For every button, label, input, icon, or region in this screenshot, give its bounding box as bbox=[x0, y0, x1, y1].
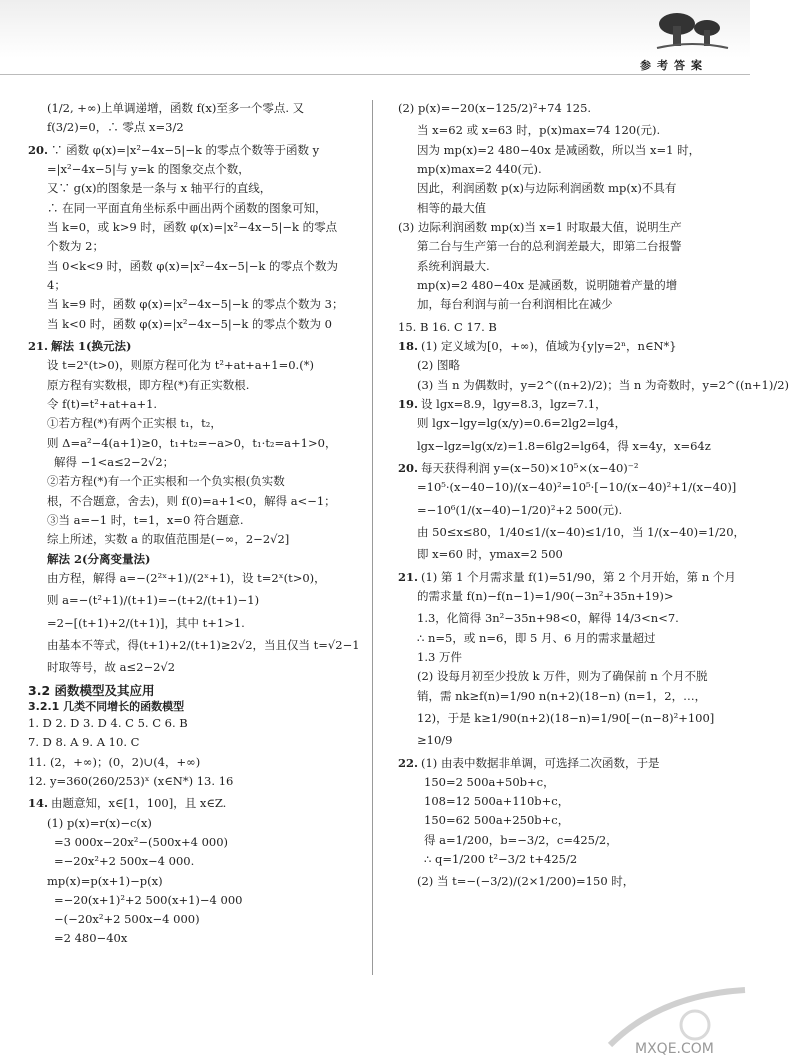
answer-line bbox=[398, 296, 728, 312]
top-decorative-band bbox=[0, 0, 750, 58]
answer-line bbox=[398, 649, 728, 665]
answer-line bbox=[398, 588, 728, 604]
answer-text: 由基本不等式，得(t+1)+2/(t+1)≥2√2，当且仅当 t=√2−1 bbox=[47, 637, 360, 652]
answer-text: ∵ 函数 φ(x)=|x²−4x−5|−k 的零点个数等于函数 y bbox=[51, 142, 320, 157]
answer-text: 当 k=9 时，函数 φ(x)=|x²−4x−5|−k 的零点个数为 3； bbox=[47, 297, 344, 312]
answer-line bbox=[28, 238, 362, 254]
answer-line bbox=[398, 219, 728, 235]
answer-line bbox=[398, 415, 728, 431]
answer-line bbox=[28, 473, 362, 489]
answer-text: =10⁵·(x−40−10)/(x−40)²=10⁵·[−10/(x−40)²+1/(x−40)] bbox=[417, 480, 737, 495]
answer-text: 当 k=0，或 k>9 时，函数 φ(x)=|x²−4x−5|−k 的零点 bbox=[47, 219, 338, 234]
answer-line bbox=[398, 180, 728, 196]
answer-text: 因为 mp(x)=2 480−40x 是减函数，所以当 x=1 时， bbox=[417, 142, 701, 157]
answer-text: 设 lgx=8.9，lgy=8.3，lgz=7.1， bbox=[421, 396, 607, 411]
answer-text: 原方程有实数根，即方程(*)有正实数根. bbox=[47, 377, 250, 392]
answer-text: 12)，于是 k≥1/90(n+2)(18−n)=1/90[−(n−8)²+100] bbox=[417, 710, 715, 725]
answer-text: 4； bbox=[47, 277, 66, 292]
answer-text: 由题意知，x∈[1，100]，且 x∈Z. bbox=[51, 796, 227, 811]
answer-line bbox=[398, 524, 746, 540]
answer-text: 即 x=60 时，ymax=2 500 bbox=[417, 547, 563, 562]
answer-text: 设 t=2ˣ(t>0)，则原方程可化为 t²+at+a+1=0.(*) bbox=[47, 358, 314, 373]
answer-line bbox=[398, 142, 728, 158]
answer-text: f(3/2)=0，∴ 零点 x=3/2 bbox=[47, 120, 184, 135]
answer-text: 1.3，化简得 3n²−35n+98<0，解得 14/3<n<7. bbox=[417, 611, 679, 626]
answer-line bbox=[398, 688, 728, 704]
answer-text: 7. D 8. A 9. A 10. C bbox=[28, 735, 140, 750]
answer-line bbox=[398, 710, 728, 726]
question-number: 19. bbox=[398, 396, 419, 411]
answer-line bbox=[28, 296, 362, 312]
answer-line bbox=[28, 357, 362, 373]
answer-text: ∴ q=1/200 t²−3/2 t+425/2 bbox=[424, 852, 578, 867]
answer-text: 个数为 2； bbox=[47, 239, 104, 254]
answer-text: 解法 2(分离变量法) bbox=[47, 551, 151, 566]
answer-line bbox=[28, 100, 362, 116]
answer-line bbox=[398, 460, 728, 476]
answer-text: 1.3 万件 bbox=[417, 649, 462, 664]
answer-text: 当 x=62 或 x=63 时，p(x)max=74 120(元). bbox=[417, 123, 661, 138]
answer-line bbox=[398, 502, 728, 518]
answer-line bbox=[28, 377, 362, 393]
answer-line bbox=[28, 551, 362, 567]
left-column bbox=[28, 100, 362, 950]
answer-line bbox=[398, 396, 728, 412]
answer-text: 解得 −1<a≤2−2√2； bbox=[54, 454, 175, 469]
answer-text: 则 a=−(t²+1)/(t+1)=−(t+2/(t+1)−1) bbox=[47, 593, 260, 608]
answer-text: mp(x)=2 480−40x 是减函数，说明随着产量的增 bbox=[417, 277, 678, 292]
answer-line bbox=[28, 219, 362, 235]
column-divider bbox=[372, 100, 373, 975]
answer-line bbox=[28, 180, 362, 196]
answer-line bbox=[398, 319, 728, 335]
answer-text: 相等的最大值 bbox=[417, 200, 486, 215]
answer-text: =−20x²+2 500x−4 000. bbox=[54, 854, 195, 869]
answer-text: mp(x)=p(x+1)−p(x) bbox=[47, 873, 163, 888]
answer-line bbox=[28, 570, 362, 586]
answer-line bbox=[398, 873, 728, 889]
answer-text: =−10⁶(1/(x−40)−1/20)²+2 500(元). bbox=[417, 502, 623, 517]
answer-line bbox=[28, 415, 362, 431]
answer-line bbox=[28, 435, 362, 451]
answer-line bbox=[398, 755, 728, 771]
answer-line bbox=[28, 316, 362, 332]
answer-line bbox=[398, 774, 728, 790]
answer-line bbox=[398, 793, 728, 809]
subsection-title: 3.2.1 几类不同增长的函数模型 bbox=[28, 700, 185, 714]
answer-line bbox=[28, 834, 362, 850]
answer-line bbox=[28, 454, 362, 470]
answer-line bbox=[398, 812, 728, 828]
answer-text: 则 lgx−lgy=lg(x/y)=0.6=2lg2=lg4， bbox=[417, 416, 627, 431]
answer-text: 150=62 500a+250b+c， bbox=[424, 813, 570, 828]
answer-line bbox=[398, 122, 728, 138]
answer-text: 当 k<0 时，函数 φ(x)=|x²−4x−5|−k 的零点个数为 0 bbox=[47, 316, 332, 331]
answer-line bbox=[28, 754, 362, 770]
answer-text: (1) p(x)=r(x)−c(x) bbox=[47, 815, 152, 830]
answer-line bbox=[398, 851, 728, 867]
answer-text: (1) 定义域为[0，+∞)，值域为{y|y=2ⁿ，n∈N*} bbox=[421, 338, 677, 353]
answer-line bbox=[28, 493, 362, 509]
answer-text: 的需求量 f(n)−f(n−1)=1/90(−3n²+35n+19)> bbox=[417, 588, 674, 603]
answer-text: 11. (2，+∞)；(0，2)∪(4，+∞) bbox=[28, 754, 201, 769]
answer-line bbox=[28, 119, 362, 135]
answer-line bbox=[28, 715, 362, 731]
answer-line bbox=[28, 853, 362, 869]
right-column bbox=[398, 100, 789, 893]
answer-text: =3 000x−20x²−(500x+4 000) bbox=[54, 834, 229, 849]
answer-line bbox=[28, 815, 362, 831]
answer-line bbox=[398, 479, 737, 495]
answer-line bbox=[28, 892, 362, 908]
answer-line bbox=[28, 873, 362, 889]
answer-line bbox=[398, 338, 728, 354]
answer-line bbox=[28, 930, 362, 946]
answer-text: 系统利润最大. bbox=[417, 258, 490, 273]
answer-text: 得 a=1/200，b=−3/2，c=425/2， bbox=[424, 832, 618, 847]
answer-text: 加，每台利润与前一台利润相比在减少 bbox=[417, 297, 613, 312]
answer-line bbox=[398, 668, 728, 684]
answer-line bbox=[398, 238, 728, 254]
answer-text: (1) 由表中数据非单调，可选择二次函数，于是 bbox=[421, 755, 660, 770]
answer-text: 由方程，解得 a=−(2²ˣ+1)/(2ˣ+1)，设 t=2ˣ(t>0)， bbox=[47, 570, 326, 585]
answer-text: 时取等号，故 a≤2−2√2 bbox=[47, 660, 176, 675]
answer-text: 综上所述，实数 a 的取值范围是(−∞，2−2√2] bbox=[47, 532, 290, 547]
answer-line bbox=[398, 200, 728, 216]
answer-line bbox=[28, 637, 362, 653]
answer-text: 根，不合题意，舍去)，则 f(0)=a+1<0，解得 a<−1； bbox=[47, 493, 336, 508]
question-number: 20. bbox=[398, 460, 419, 475]
answer-text: (2) 图略 bbox=[417, 358, 460, 373]
answer-text: 1. D 2. D 3. D 4. C 5. C 6. B bbox=[28, 715, 188, 730]
answer-line bbox=[28, 512, 362, 528]
answer-text: 12. y=360(260/253)ˣ (x∈N*) 13. 16 bbox=[28, 773, 234, 788]
answer-text: 当 0<k<9 时，函数 φ(x)=|x²−4x−5|−k 的零点个数为 bbox=[47, 258, 338, 273]
answer-text: 150=2 500a+50b+c， bbox=[424, 774, 555, 789]
answer-line bbox=[28, 773, 362, 789]
answer-text: =−20(x+1)²+2 500(x+1)−4 000 bbox=[54, 892, 243, 907]
answer-text: ③当 a=−1 时，t=1，x=0 符合题意. bbox=[47, 512, 244, 527]
answer-text: (2) 设每月初至少投放 k 万件，则为了确保前 n 个月不脱 bbox=[417, 669, 708, 684]
answer-text: 由 50≤x≤80，1/40≤1/(x−40)≤1/10，当 1/(x−40)=1/20， bbox=[417, 524, 746, 539]
answer-text: 解法 1(换元法) bbox=[51, 338, 132, 353]
answer-line bbox=[398, 377, 789, 393]
answer-text: 令 f(t)=t²+at+a+1. bbox=[47, 396, 158, 411]
answer-text: (2) 当 t=−(−3/2)/(2×1/200)=150 时， bbox=[417, 874, 635, 889]
answer-text: =|x²−4x−5|与 y=k 的图象交点个数， bbox=[47, 161, 250, 176]
answer-text: −(−20x²+2 500x−4 000) bbox=[54, 912, 200, 927]
answer-line bbox=[28, 911, 362, 927]
header-rule bbox=[0, 74, 750, 75]
question-number: 14. bbox=[28, 796, 49, 811]
answer-text: 销，需 nk≥f(n)=1/90 n(n+2)(18−n) (n=1，2，…， bbox=[417, 688, 707, 703]
answer-line bbox=[28, 659, 362, 675]
answer-line bbox=[398, 732, 728, 748]
answer-text: 每天获得利润 y=(x−50)×10⁵×(x−40)⁻² bbox=[421, 460, 639, 475]
answer-line bbox=[398, 277, 728, 293]
answer-text: 因此，利润函数 p(x)与边际利润函数 mp(x)不具有 bbox=[417, 181, 677, 196]
answer-text: mp(x)max=2 440(元). bbox=[417, 161, 542, 176]
answer-line bbox=[398, 610, 728, 626]
answer-line bbox=[28, 615, 362, 631]
answer-line bbox=[28, 277, 362, 293]
answer-text: lgx−lgz=lg(x/z)=1.8=6lg2=lg64，得 x=4y，x=64z bbox=[417, 438, 711, 453]
mushroom-logo-icon bbox=[655, 10, 730, 52]
answer-line bbox=[398, 258, 728, 274]
page-header-title: 参考答案 bbox=[640, 59, 708, 72]
question-number: 21. bbox=[398, 569, 419, 584]
answer-text: =2−[(t+1)+2/(t+1)]，其中 t+1>1. bbox=[47, 615, 245, 630]
answer-line bbox=[28, 795, 362, 811]
section-title: 3.2 函数模型及其应用 bbox=[28, 682, 155, 698]
answer-text: (3) 当 n 为偶数时，y=2^((n+2)/2)；当 n 为奇数时，y=2^((n+1)/2) bbox=[417, 377, 789, 392]
question-number: 18. bbox=[398, 338, 419, 353]
answer-line bbox=[28, 338, 362, 354]
answer-line bbox=[398, 357, 728, 373]
answer-line bbox=[28, 258, 362, 274]
answer-text: (3) 边际利润函数 mp(x)当 x=1 时取最大值，说明生产 bbox=[398, 219, 682, 234]
answer-text: (2) p(x)=−20(x−125/2)²+74 125. bbox=[398, 101, 592, 115]
answer-text: ∴ 在同一平面直角坐标系中画出两个函数的图象可知， bbox=[47, 200, 327, 215]
answer-line bbox=[398, 546, 728, 562]
answer-line bbox=[398, 569, 736, 585]
answer-line bbox=[398, 630, 728, 646]
question-number: 20. bbox=[28, 142, 49, 157]
answer-line bbox=[28, 142, 362, 158]
answer-line bbox=[398, 161, 728, 177]
answer-text: 又∵ g(x)的图象是一条与 x 轴平行的直线， bbox=[47, 181, 272, 196]
question-number: 21. bbox=[28, 338, 49, 353]
answer-text: 108=12 500a+110b+c， bbox=[424, 794, 570, 809]
answer-line bbox=[398, 100, 728, 116]
answer-text: ≥10/9 bbox=[417, 733, 453, 748]
answer-line bbox=[28, 531, 362, 547]
answer-line bbox=[28, 161, 362, 177]
answer-line bbox=[398, 438, 728, 454]
answer-text: ∴ n=5，或 n=6，即 5 月、6 月的需求量超过 bbox=[417, 630, 656, 645]
question-number: 22. bbox=[398, 755, 419, 770]
answer-text: =2 480−40x bbox=[54, 931, 128, 946]
answer-text: 第二台与生产第一台的总利润差最大，即第二台报警 bbox=[417, 239, 682, 254]
answer-text: (1) 第 1 个月需求量 f(1)=51/90，第 2 个月开始，第 n 个月 bbox=[421, 569, 736, 584]
answer-text: ②若方程(*)有一个正实根和一个负实根(负实数 bbox=[47, 474, 285, 489]
answer-line bbox=[28, 396, 362, 412]
answer-text: (1/2, +∞)上单调递增，函数 f(x)至多一个零点. 又 bbox=[47, 101, 305, 115]
answer-text: 15. B 16. C 17. B bbox=[398, 319, 497, 334]
answer-text: ①若方程(*)有两个正实根 t₁，t₂， bbox=[47, 416, 222, 431]
answer-line bbox=[398, 832, 728, 848]
watermark-text: MXQE.COM bbox=[635, 1041, 714, 1057]
answer-line bbox=[28, 734, 362, 750]
answer-line bbox=[28, 200, 362, 216]
answer-line bbox=[28, 592, 362, 608]
answer-text: 则 Δ=a²−4(a+1)≥0，t₁+t₂=−a>0，t₁·t₂=a+1>0， bbox=[47, 435, 337, 450]
